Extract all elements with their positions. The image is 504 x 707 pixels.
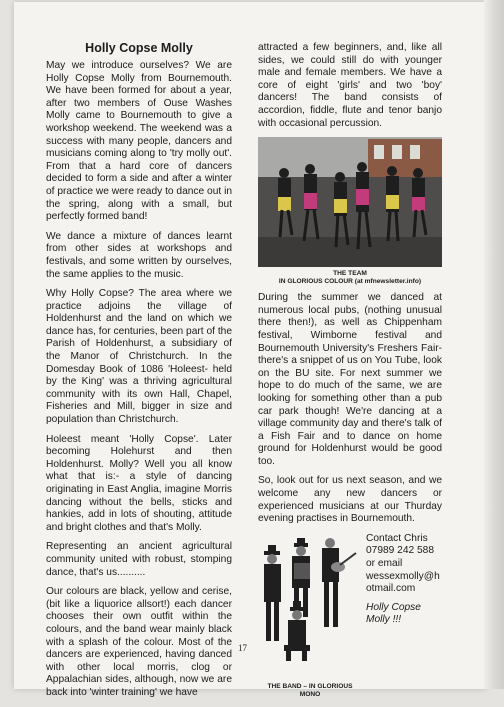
team-photo-image	[258, 137, 442, 267]
contact-phone: 07989 242 588	[366, 545, 434, 557]
signoff	[366, 602, 446, 627]
signoff-line1: Holly Copse	[366, 601, 421, 613]
contact-email-part1: wessexmolly@h	[366, 570, 440, 582]
band-photo-caption	[260, 683, 360, 699]
team-photo-caption-subtitle: IN GLORIOUS COLOUR (at mfnewsletter.info)	[278, 278, 422, 286]
signoff-line2: Molly !!!	[366, 614, 402, 626]
paragraph-representing: Representing an ancient agricultural community united with robust, stomping dance, that's us..........	[46, 541, 232, 578]
article-title: Holly Copse Molly	[85, 41, 193, 55]
paragraph-colours: Our colours are black, yellow and cerise, (bit like a liquorice allsort!) each dancer chooses their own outfit within the colours, and the band wear mainly black with a splash of the colour. Most of the dancers are experienced, having danced with other local morris, clog or Appalachian sides, although, now we are back into 'winter training' we have	[46, 586, 232, 698]
team-photo	[258, 137, 442, 267]
band-section	[258, 533, 442, 703]
contact-email-part2: otmail.com	[366, 583, 416, 595]
paragraph-why-holly-copse: Why Holly Copse? The area where we practice adjoins the village of Holdenhurst and the land on which we dance has, for centuries, been part of the Parish of Holdenhurst, a subsidiary of the Manor of Christchurch. In the Domesday Book of 1086 'Holeest- held by the King' was a thriving agricultural community with its own Hall, Chapel, Fisheries and Mill, bigger in size and population than Christchurch.	[46, 288, 232, 426]
contact-line: or email	[366, 558, 403, 570]
right-column	[258, 42, 442, 703]
paragraph-dances: We dance a mixture of dances learnt from other sides at workshops and festivals, and some written by ourselves, the same applies to the music.	[46, 230, 232, 280]
team-photo-caption-title: THE TEAM	[333, 270, 367, 278]
contact-line: Contact Chris	[366, 532, 428, 544]
left-column	[46, 60, 232, 707]
team-photo-caption	[258, 270, 442, 286]
page-binding-shadow	[484, 0, 504, 689]
band-photo-caption-line2: MONO	[299, 690, 321, 698]
band-photo	[258, 533, 358, 683]
contact-info	[366, 533, 446, 627]
paragraph-holeest: Holeest meant 'Holly Copse'. Later becoming Holehurst and then Holdenhurst. Molly? Well you all know what that is:- a style of dancing originating in East Anglia, imagine Morris dancing without the bells, sticks and hankies, add in lots of shouting, attitude and bright clothes and that's Molly.	[46, 433, 232, 533]
paragraph-next-season: So, look out for us next season, and we welcome any new dancers or experienced musicians at our Thurday evening practises in Bournemouth.	[258, 475, 442, 525]
paragraph-intro: May we introduce ourselves? We are Holly Copse Molly from Bournemouth. We have been formed for about a year, after two members of Ouse Washes Molly came to Bournemouth to give a workshop weekend. The weekend was a success with many people, dancers and musicians coming along to 'try molly out'. From that a hard core of dancers decided to form a side and after a winter of practice we were ready to dance out in the spring, along with a small, but perfectly formed band!	[46, 60, 232, 223]
paragraph-summer: During the summer we danced at numerous local pubs, (nothing unusual there then!), as well as Chippenham festival, Wimborne festival and Bournemouth University's Freshers Fair-there's a snippet of us on You Tube, look on the BU site. For next summer we hope to do much of the same, we are looking for something other than a pub car park though! We're dancing at a village community day and there's talk of a Fish Fair and to dance on home ground for Holdenhurst would be good too.	[258, 292, 442, 467]
page-number: 17	[238, 643, 247, 653]
band-photo-caption-line1: THE BAND – IN GLORIOUS	[267, 682, 353, 690]
paragraph-beginners: attracted a few beginners, and, like all sides, we could still do with younger male and female members. We have a core of eight 'girls' and two 'boy' dancers! The band consists of accordion, fiddle, flute and tenor banjo with occasional percussion.	[258, 42, 442, 129]
band-photo-image	[258, 533, 358, 683]
